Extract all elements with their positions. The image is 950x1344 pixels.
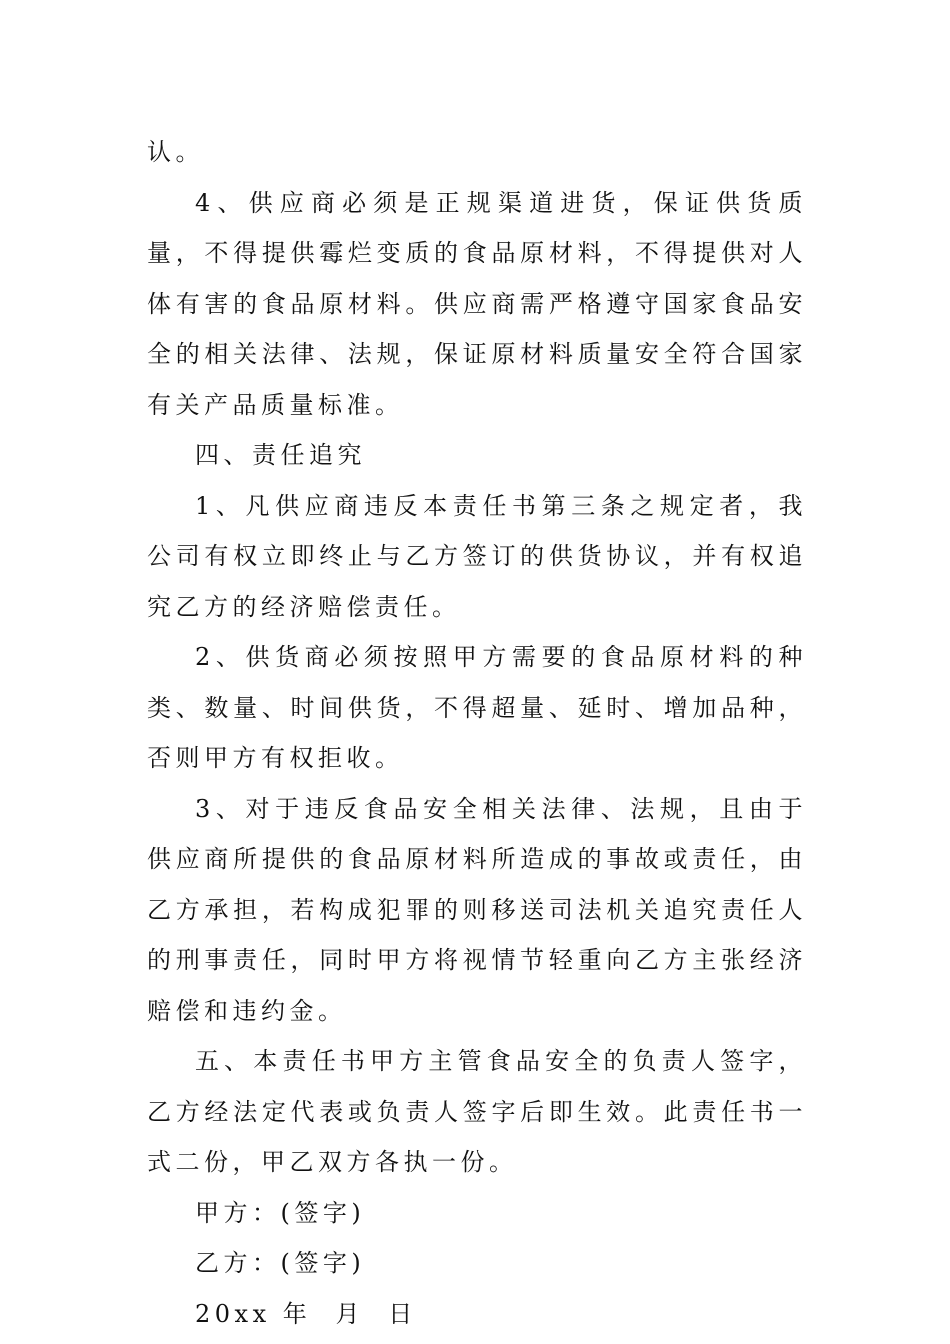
- paragraph-section-5: 五、本责任书甲方主管食品安全的负责人签字，乙方经法定代表或负责人签字后即生效。此责任书一式二份，甲乙双方各执一份。: [147, 1047, 807, 1176]
- paragraph-continuation: 认。: [147, 138, 204, 166]
- party-a-signature-line: 甲方：(签字): [195, 1198, 366, 1227]
- document-body: [147, 127, 807, 1339]
- paragraph-liability-1: 1、凡供应商违反本责任书第三条之规定者，我公司有权立即终止与乙方签订的供货协议，并有权追究乙方的经济赔偿责任。: [147, 491, 807, 621]
- party-b-signature-line: 乙方：(签字): [195, 1249, 366, 1277]
- date-line: 20xx 年 月 日: [195, 1299, 417, 1328]
- paragraph-liability-3: 3、对于违反食品安全相关法律、法规，且由于供应商所提供的食品原材料所造成的事故或责任，由乙方承担，若构成犯罪的则移送司法机关追究责任人的刑事责任，同时甲方将视情节轻重向乙方主张经济赔偿和违约金。: [147, 794, 807, 1025]
- paragraph-clause-4: 4、供应商必须是正规渠道进货，保证供货质量，不得提供霉烂变质的食品原材料，不得提供对人体有害的食品原材料。供应商需严格遵守国家食品安全的相关法律、法规，保证原材料质量安全符合国家有关产品质量标准。: [147, 188, 807, 419]
- section-heading-liability: 四、责任追究: [195, 441, 366, 469]
- paragraph-liability-2: 2、供货商必须按照甲方需要的食品原材料的种类、数量、时间供货，不得超量、延时、增加品种，否则甲方有权拒收。: [147, 643, 807, 772]
